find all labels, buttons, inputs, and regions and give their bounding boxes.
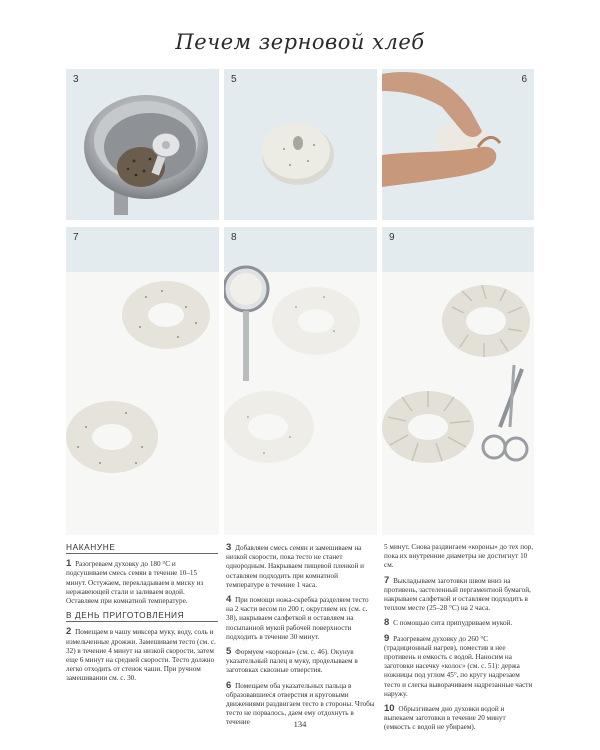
step-number-label: 6 (521, 74, 527, 85)
step-text: Добавляем смесь семян и замешиваем на низкой скорости, пока тесто не станет однородным. Накрываем пищевой пленкой и оставляем подходить при комнатной температуре в течение 1 часа. (226, 544, 364, 589)
photo-step-5 (224, 69, 377, 220)
text-column-3 (384, 543, 534, 738)
photo-step-6 (382, 69, 534, 220)
step-6-continued: 5 минут. Снова раздвигаем «короны» до тех пор, пока их внутренние диаметры не достигнут 10 см. (384, 543, 534, 570)
step-text: Выкладываем заготовки швом вниз на противень, застеленный пергаментной бумагой, накрываем салфеткой и оставляем подходить в теплом месте (25–28 °C) на 2 часа. (384, 576, 531, 613)
step-number-label: 8 (231, 232, 237, 243)
hands-shaping-icon (382, 69, 534, 220)
step-text: С помощью сита припудриваем мукой. (393, 619, 513, 628)
section-heading-day: В ДЕНЬ ПРИГОТОВЛЕНИЯ (66, 611, 218, 622)
photo-step-8 (224, 227, 377, 535)
step-number: 2 (66, 626, 72, 638)
step-number: 1 (66, 558, 72, 570)
step-number-label: 7 (73, 232, 79, 243)
mixer-bowl-icon (66, 69, 219, 220)
page-title: Печем зерновой хлеб (175, 30, 425, 54)
step-text: Разогреваем духовку до 260 °C (традиционный нагрев), поместив в нее противень и емкость с водой. Наносим на заготовки насечку «колос» (см. с. 51): держа ножницы под углом 45°, по кругу надрезаем тесто и слегка выворачиваем надрезанные части наружу. (384, 634, 533, 698)
step-3 (226, 543, 377, 590)
photo-step-3 (66, 69, 219, 220)
step-9 (384, 634, 534, 699)
step-number: 5 (226, 646, 232, 658)
step-text: Разогреваем духовку до 180 °C и подсушиваем смесь семян в течение 10–15 минут. Остужаем, перекладываем в миску из нержавеющей стали и заливаем водой. Оставляем при комнатной температуре. (66, 560, 204, 606)
step-number: 8 (384, 617, 390, 629)
step-number: 7 (384, 574, 390, 586)
step-text: Обрызгиваем дно духовки водой и выпекаем заготовки в течение 20 минут (емкость с водой не убираем). (384, 705, 506, 732)
step-2 (66, 627, 218, 683)
step-number: 3 (226, 542, 232, 553)
step-4 (226, 595, 377, 642)
dough-ring-icon (66, 227, 219, 535)
step-number: 6 (226, 679, 232, 691)
section-heading-before: НАКАНУНЕ (66, 543, 218, 554)
step-text: Формуем «короны» (см. с. 46). Окунув указательный палец в муку, проделываем в заготовках сквозные отверстия. (226, 648, 358, 675)
dough-ring-icon (224, 69, 377, 220)
step-number: 4 (226, 594, 232, 606)
text-column-1 (66, 543, 218, 689)
step-number-label: 3 (73, 74, 79, 85)
step-5 (226, 647, 377, 676)
step-number-label: 9 (389, 232, 395, 243)
sieve-icon (224, 227, 377, 535)
page-number: 134 (293, 719, 307, 729)
photo-step-9 (382, 227, 534, 535)
step-text: При помощи ножа-скребка разделяем тесто на 2 части весом по 200 г, округляем их (см. с. 38), накрываем салфеткой и оставляем на посыпанной мукой рабочей поверхности подходить в течение 30 минут. (226, 596, 369, 641)
step-number: 10 (384, 703, 395, 715)
step-text: Помещаем в чашу миксера муку, воду, соль и измельченные дрожжи. Замешиваем тесто (см. с. 32) в течение 4 минут на низкой скорости, затем еще 6 минут на средней скорости. Тесто должно легко отходить от стенок чаши. При ручном замешивании см. с. 30. (66, 628, 216, 683)
step-1 (66, 559, 218, 606)
step-8 (384, 618, 534, 628)
text-column-2 (226, 543, 377, 733)
scissors-icon (382, 227, 534, 535)
step-text: Помещаем оба указательных пальца в образовавшиеся отверстия и круговыми движениями раздвигаем тесто в стороны. Чтобы тесто не порвалось, даем ему отдохнуть в течение (226, 681, 375, 727)
photo-step-7 (66, 227, 219, 535)
step-number: 9 (384, 632, 390, 644)
step-7 (384, 576, 534, 614)
step-number-label: 5 (231, 74, 237, 85)
